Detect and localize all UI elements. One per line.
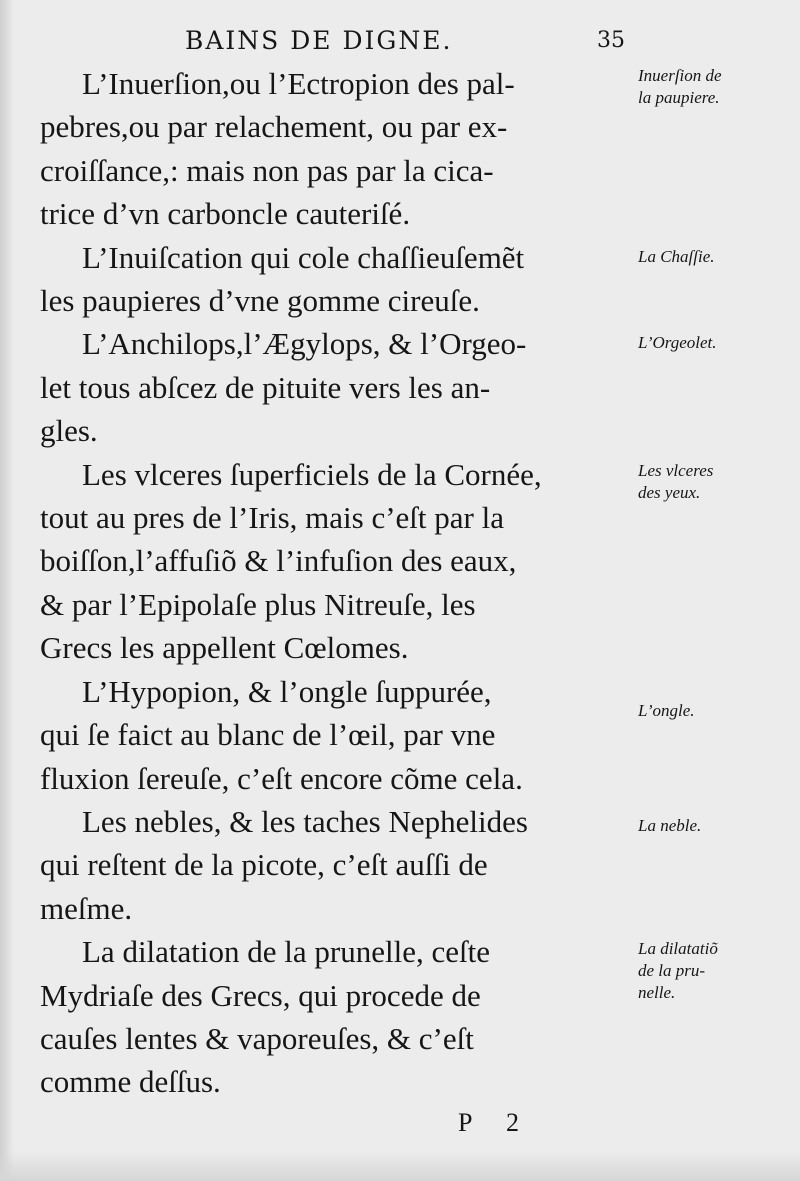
main-text-block xyxy=(40,62,630,1104)
text-line: L’Inuerſion,ou l’Ectropion des pal- xyxy=(82,66,515,101)
paragraph-hypopion xyxy=(40,670,630,800)
text-line: fluxion ſereuſe, c’eſt encore cõme cela. xyxy=(40,760,523,796)
page-gutter-shadow xyxy=(0,0,14,1181)
text-line: L’Inuiſcation qui cole chaſſieuſemẽt xyxy=(82,239,525,275)
margin-note-line: Inuerſion de xyxy=(638,66,722,85)
page-number: 35 xyxy=(597,28,625,53)
text-line: croiſſance,: mais non pas par la cica- xyxy=(40,152,494,188)
margin-note-line: L’Orgeolet. xyxy=(638,333,717,352)
page-header xyxy=(185,20,625,60)
text-line: L’Anchilops,l’Ægylops, & l’Orgeo- xyxy=(82,326,527,362)
text-line: les paupieres d’vne gomme cireuſe. xyxy=(40,283,480,319)
margin-note-ulceres xyxy=(638,460,794,504)
margin-note-line: Les vlceres xyxy=(638,461,714,480)
paragraph-ulceres xyxy=(40,453,630,670)
text-line: tout au pres de l’Iris, mais c’eſt par la xyxy=(40,500,504,536)
margin-note-inversion xyxy=(638,65,794,109)
margin-note-line: des yeux. xyxy=(638,483,701,502)
text-line: pebres,ou par relachement, ou par ex- xyxy=(40,109,508,145)
text-line: La dilatation de la prunelle, ceſte xyxy=(82,934,490,970)
text-line: let tous abſcez de pituite vers les an- xyxy=(40,369,491,405)
paragraph-inviscation xyxy=(40,236,630,323)
text-line: Les nebles, & les taches Nephelides xyxy=(82,803,528,839)
text-line: qui ſe faict au blanc de l’œil, par vne xyxy=(40,717,496,753)
text-line: trice d’vn carboncle cauteriſé. xyxy=(40,196,411,232)
margin-note-line: La dilatatiõ xyxy=(638,939,718,958)
signature-mark: P 2 xyxy=(458,1108,533,1137)
margin-note-line: de la pru- xyxy=(638,961,706,980)
paragraph-inversion xyxy=(40,62,630,236)
margin-note-line: La neble. xyxy=(638,816,702,835)
margin-note-ongle xyxy=(638,700,794,722)
paragraph-nebles xyxy=(40,800,630,930)
text-line: Grecs les appellent Cœlomes. xyxy=(40,630,409,666)
margin-note-chassie xyxy=(638,246,794,268)
margin-note-line: La Chaſſie. xyxy=(638,247,715,266)
page-bottom-shadow xyxy=(0,1151,800,1181)
running-title: BAINS DE DIGNE. xyxy=(185,26,453,55)
text-line: comme deſſus. xyxy=(40,1064,221,1100)
text-line: & par l’Epipolaſe plus Nitreuſe, les xyxy=(40,586,476,622)
paragraph-orgeolet xyxy=(40,322,630,452)
text-line: L’Hypopion, & l’ongle ſuppurée, xyxy=(82,673,492,709)
text-line: meſme. xyxy=(40,890,133,926)
margin-note-line: nelle. xyxy=(638,983,676,1002)
margin-note-neble xyxy=(638,815,794,837)
text-line: Mydriaſe des Grecs, qui procede de xyxy=(40,977,481,1013)
text-line: qui reſtent de la picote, c’eſt auſſi de xyxy=(40,847,488,883)
text-line: boiſſon,l’affuſiõ & l’infuſion des eaux, xyxy=(40,543,517,579)
text-line: cauſes lentes & vaporeuſes, & c’eſt xyxy=(40,1020,474,1056)
margin-note-line: la paupiere. xyxy=(638,88,720,107)
margin-note-line: L’ongle. xyxy=(638,701,695,720)
text-line: gles. xyxy=(40,413,98,449)
paragraph-dilatation xyxy=(40,930,630,1104)
margin-note-dilatation xyxy=(638,938,794,1004)
margin-note-orgeolet xyxy=(638,332,794,354)
text-line: Les vlceres ſuperficiels de la Cornée, xyxy=(82,456,542,492)
